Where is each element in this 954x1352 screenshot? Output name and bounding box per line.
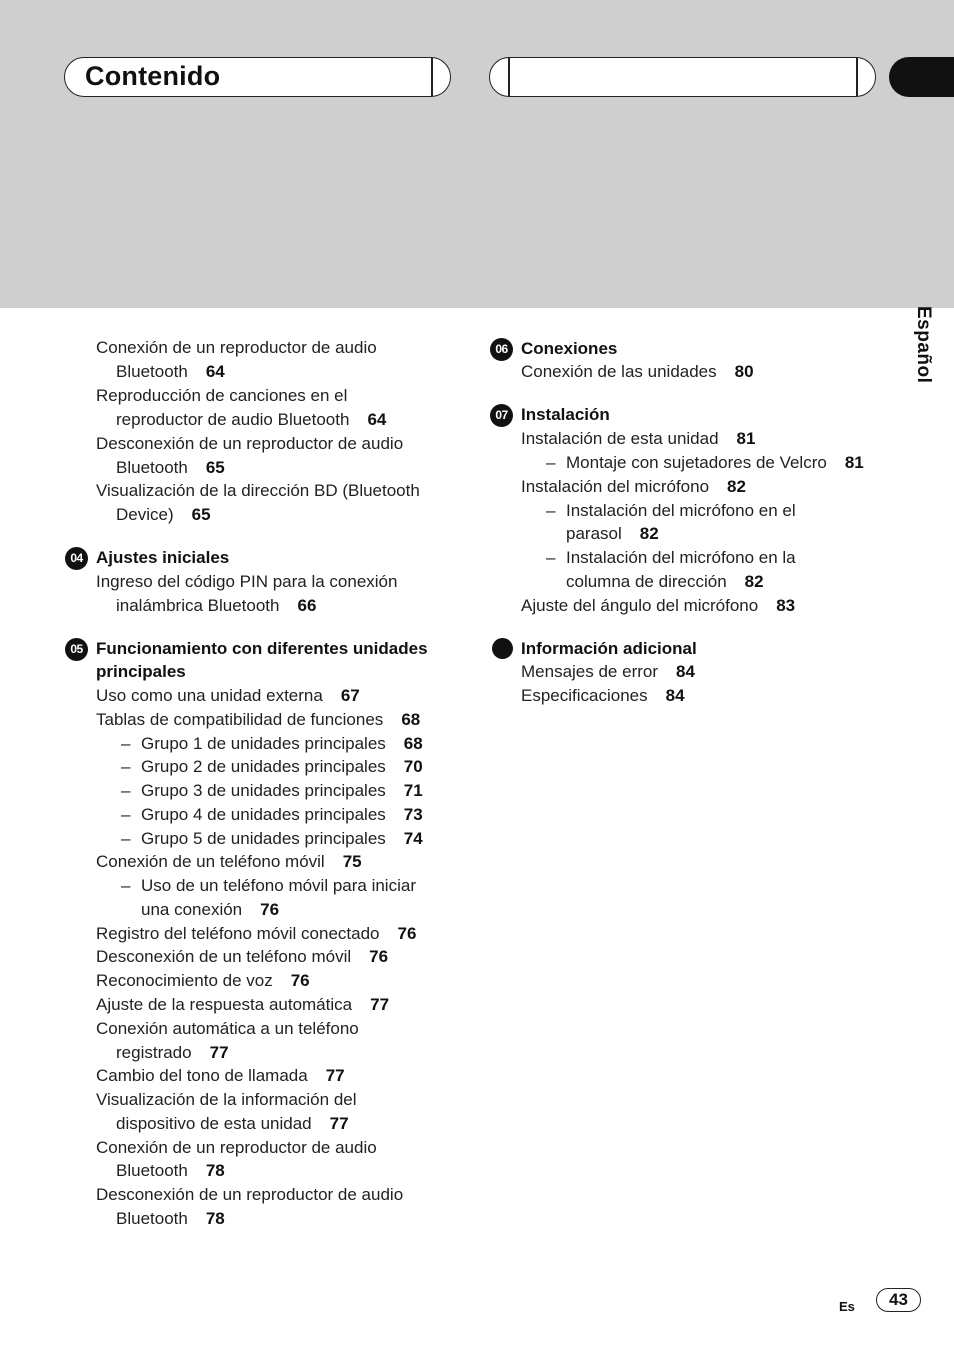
- dash-icon: –: [121, 781, 131, 800]
- page-title: Contenido: [85, 61, 221, 91]
- toc-subentry[interactable]: parasol 82: [566, 524, 659, 543]
- section-title-continued[interactable]: principales: [96, 662, 186, 681]
- toc-entry[interactable]: Reproducción de canciones en el: [96, 386, 348, 405]
- page-ref: 74: [403, 829, 423, 848]
- toc-subentry[interactable]: – Grupo 1 de unidades principales 68: [121, 734, 423, 753]
- page-ref: 82: [639, 524, 659, 543]
- page-ref: 64: [205, 362, 225, 381]
- toc-entry[interactable]: registrado 77: [116, 1043, 229, 1062]
- dash-icon: –: [121, 805, 131, 824]
- toc-entry[interactable]: Instalación de esta unidad 81: [521, 429, 756, 448]
- page-ref: 66: [297, 596, 317, 615]
- dash-icon: –: [546, 548, 556, 567]
- toc-entry[interactable]: Conexión automática a un teléfono: [96, 1019, 359, 1038]
- section-title[interactable]: Conexiones: [521, 339, 618, 358]
- page-ref: 81: [844, 453, 864, 472]
- page-ref: 67: [340, 686, 360, 705]
- toc-entry[interactable]: Uso como una unidad externa 67: [96, 686, 360, 705]
- toc-entry[interactable]: inalámbrica Bluetooth 66: [116, 596, 317, 615]
- chapter-tab-grey: [889, 282, 954, 298]
- toc-entry[interactable]: Desconexión de un teléfono móvil 76: [96, 947, 389, 966]
- page-ref: 84: [676, 662, 695, 681]
- section-number-badge: 05: [65, 638, 88, 661]
- page-ref: 78: [205, 1209, 225, 1228]
- toc-entry[interactable]: Conexión de un reproductor de audio: [96, 1138, 377, 1157]
- page-ref: 82: [727, 477, 746, 496]
- toc-entry[interactable]: Bluetooth 64: [116, 362, 225, 381]
- toc-subentry[interactable]: – Grupo 5 de unidades principales 74: [121, 829, 423, 848]
- section-title[interactable]: Ajustes iniciales: [96, 548, 230, 567]
- toc-entry[interactable]: Bluetooth 65: [116, 458, 225, 477]
- page-ref: 83: [776, 596, 796, 615]
- section-number-badge: 07: [490, 404, 513, 427]
- page-ref: 70: [403, 757, 423, 776]
- section-number-badge: 04: [65, 547, 88, 570]
- toc-entry[interactable]: reproductor de audio Bluetooth 64: [116, 410, 387, 429]
- dash-icon: –: [546, 501, 556, 520]
- page-ref: 78: [205, 1161, 225, 1180]
- toc-entry[interactable]: Desconexión de un reproductor de audio: [96, 434, 404, 453]
- page-ref: 81: [736, 429, 756, 448]
- header-blank-box: [489, 57, 876, 97]
- toc-entry[interactable]: Visualización de la información del: [96, 1090, 357, 1109]
- page-ref: 77: [370, 995, 390, 1014]
- toc-entry[interactable]: Ajuste de la respuesta automática 77: [96, 995, 390, 1014]
- page-ref: 77: [329, 1114, 349, 1133]
- title-box: [64, 57, 451, 97]
- page-ref: 77: [209, 1043, 229, 1062]
- dash-icon: –: [121, 876, 131, 895]
- toc-subentry[interactable]: – Grupo 4 de unidades principales 73: [121, 805, 423, 824]
- toc-entry[interactable]: Reconocimiento de voz 76: [96, 971, 310, 990]
- page-ref: 73: [403, 805, 423, 824]
- dash-icon: –: [121, 829, 131, 848]
- toc-entry[interactable]: Instalación del micrófono 82: [521, 477, 746, 496]
- page-ref: 82: [744, 572, 764, 591]
- section-title[interactable]: Información adicional: [521, 639, 697, 658]
- toc-subentry[interactable]: – Instalación del micrófono en la: [546, 548, 796, 567]
- footer-language-code: Es: [839, 1299, 855, 1314]
- toc-entry[interactable]: Conexión de un reproductor de audio: [96, 338, 377, 357]
- header-band: [0, 0, 954, 308]
- dash-icon: –: [121, 734, 131, 753]
- toc-entry[interactable]: Especificaciones 84: [521, 686, 685, 705]
- toc-entry[interactable]: Visualización de la dirección BD (Bluetooth: [96, 481, 420, 500]
- header-box-divider-right: [856, 58, 858, 96]
- toc-subentry[interactable]: – Grupo 2 de unidades principales 70: [121, 757, 423, 776]
- toc-subentry[interactable]: columna de dirección 82: [566, 572, 764, 591]
- toc-entry[interactable]: Cambio del tono de llamada 77: [96, 1066, 345, 1085]
- toc-entry[interactable]: Mensajes de error 84: [521, 662, 695, 681]
- dash-icon: –: [121, 757, 131, 776]
- page-ref: 65: [191, 505, 211, 524]
- toc-subentry[interactable]: – Montaje con sujetadores de Velcro 81: [546, 453, 864, 472]
- section-number-badge: 06: [490, 338, 513, 361]
- page-ref: 76: [260, 900, 280, 919]
- toc-entry[interactable]: Ajuste del ángulo del micrófono 83: [521, 596, 796, 615]
- page-number-badge: 43: [876, 1288, 921, 1312]
- toc-subentry[interactable]: – Instalación del micrófono en el: [546, 501, 796, 520]
- page-ref: 68: [403, 734, 423, 753]
- toc-subentry[interactable]: – Uso de un teléfono móvil para iniciar: [121, 876, 416, 895]
- toc-entry[interactable]: Registro del teléfono móvil conectado 76: [96, 924, 417, 943]
- page-ref: 75: [342, 852, 362, 871]
- title-box-divider: [431, 58, 433, 96]
- toc-entry[interactable]: Conexión de las unidades 80: [521, 362, 754, 381]
- section-title[interactable]: Funcionamiento con diferentes unidades: [96, 639, 428, 658]
- page-ref: 84: [665, 686, 685, 705]
- toc-entry[interactable]: Bluetooth 78: [116, 1209, 225, 1228]
- page-ref: 64: [367, 410, 387, 429]
- page-ref: 65: [205, 458, 225, 477]
- page-ref: 77: [325, 1066, 345, 1085]
- toc-entry[interactable]: Ingreso del código PIN para la conexión: [96, 572, 398, 591]
- header-box-divider-left: [508, 58, 510, 96]
- chapter-tab-black: [889, 57, 954, 97]
- page-ref: 68: [401, 710, 421, 729]
- toc-subentry[interactable]: – Grupo 3 de unidades principales 71: [121, 781, 423, 800]
- section-title[interactable]: Instalación: [521, 405, 610, 424]
- toc-entry[interactable]: Desconexión de un reproductor de audio: [96, 1185, 404, 1204]
- page-ref: 76: [369, 947, 389, 966]
- section-bullet-icon: [492, 638, 513, 659]
- toc-entry[interactable]: Device) 65: [116, 505, 211, 524]
- toc-subentry[interactable]: una conexión 76: [141, 900, 280, 919]
- toc-entry[interactable]: Bluetooth 78: [116, 1161, 225, 1180]
- page-ref: 76: [397, 924, 417, 943]
- toc-entry[interactable]: Tablas de compatibilidad de funciones 68: [96, 710, 421, 729]
- page-ref: 76: [290, 971, 310, 990]
- page-ref: 71: [403, 781, 423, 800]
- toc-entry[interactable]: dispositivo de esta unidad 77: [116, 1114, 349, 1133]
- language-side-label: Español: [913, 306, 934, 384]
- toc-entry[interactable]: Conexión de un teléfono móvil 75: [96, 852, 362, 871]
- page-ref: 80: [734, 362, 754, 381]
- dash-icon: –: [546, 453, 556, 472]
